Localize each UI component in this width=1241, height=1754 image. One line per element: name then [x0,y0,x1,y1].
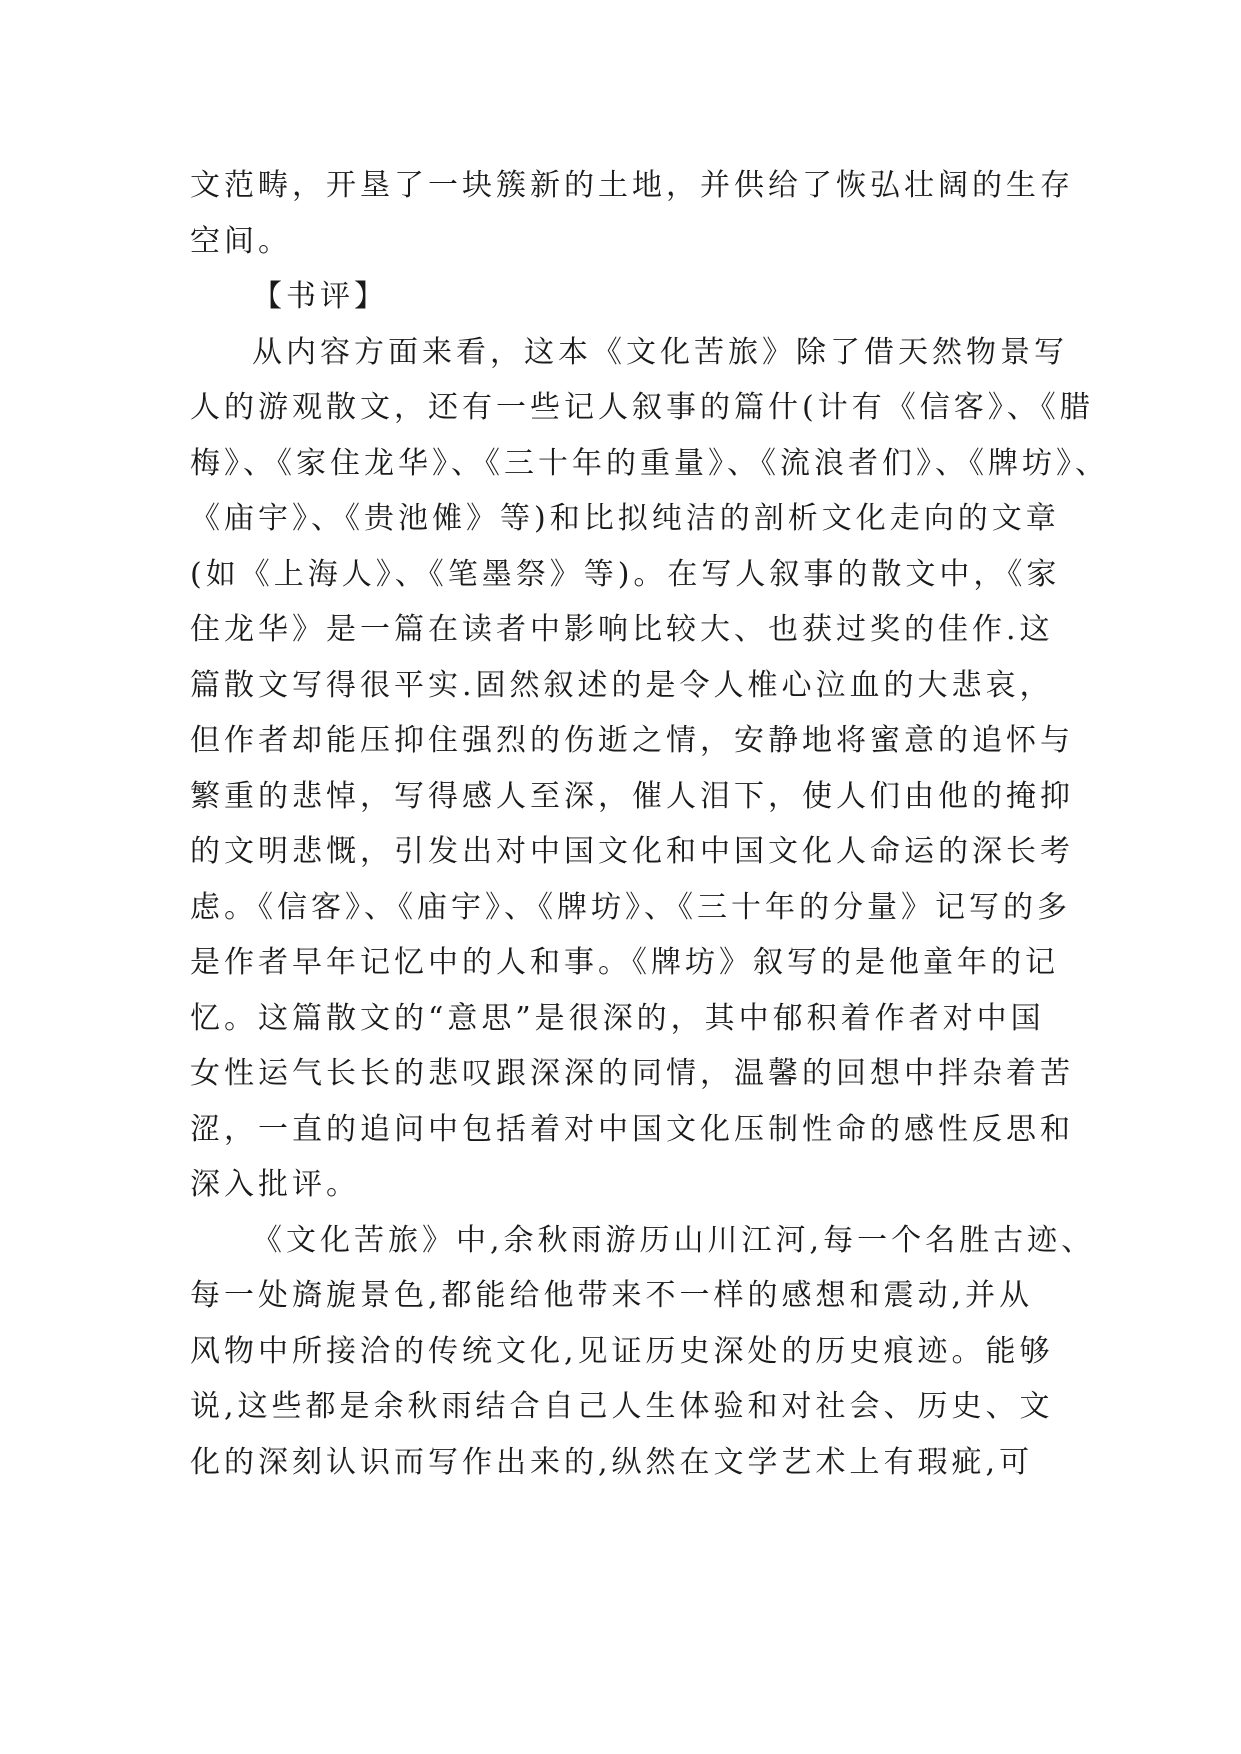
text-line: 人的游观散文，还有一些记人叙事的篇什(计有《信客》、《腊 [190,390,1094,425]
text-line: 风物中所接洽的传统文化,见证历史深处的历史痕迹。能够 [190,1333,1054,1369]
text-line: 女性运气长长的悲叹跟深深的同情，温馨的回想中拌杂着苦 [190,1056,1074,1091]
text-line: 繁重的悲悼，写得感人至深，催人泪下，使人们由他的掩抑 [190,778,1074,814]
text-line: 涩，一直的追问中包括着对中国文化压制性命的感性反思和 [190,1111,1074,1147]
document-body [190,158,1109,1490]
text-line: 每一处旖旎景色,都能给他带来不一样的感想和震动,并从 [190,1278,1034,1313]
text-line: 深入批评。 [190,1167,360,1202]
text-line: 《文化苦旅》中,余秋雨游历山川江河,每一个名胜古迹、 [252,1222,1096,1258]
text-line: 是作者早年记忆中的人和事。《牌坊》叙写的是他童年的记 [190,945,1059,980]
text-line: 梅》、《家住龙华》、《三十年的重量》、《流浪者们》、《牌坊》、 [190,445,1109,481]
text-line: 的文明悲慨，引发出对中国文化和中国文化人命运的深长考 [190,834,1074,869]
text-line: 化的深刻认识而写作出来的,纵然在文学艺术上有瑕疵,可 [190,1444,1034,1480]
text-line: 住龙华》是一篇在读者中影响比较大、也获过奖的佳作.这 [190,612,1054,647]
text-line: 《庙宇》、《贵池傩》等)和比拟纯洁的剖析文化走向的文章 [190,501,1060,536]
text-line: 篇散文写得很平实.固然叙述的是令人椎心泣血的大悲哀， [190,667,1054,703]
text-line: 空间。 [190,223,292,259]
text-line: 忆。这篇散文的“意思”是很深的，其中郁积着作者对中国 [190,1000,1045,1036]
text-line: 文范畴，开垦了一块簇新的土地，并供给了恢弘壮阔的生存 [190,168,1074,203]
text-line: 说,这些都是余秋雨结合自己人生体验和对社会、历史、文 [190,1389,1054,1424]
text-line: 从内容方面来看，这本《文化苦旅》除了借天然物景写 [252,334,1068,370]
section-heading: 【书评】 [252,279,388,314]
text-line: 虑。《信客》、《庙宇》、《牌坊》、《三十年的分量》记写的多 [190,889,1071,925]
text-line: (如《上海人》、《笔墨祭》等)。在写人叙事的散文中，《家 [190,556,1061,592]
text-line: 但作者却能压抑住强烈的伤逝之情，安静地将蜜意的追怀与 [190,723,1074,758]
